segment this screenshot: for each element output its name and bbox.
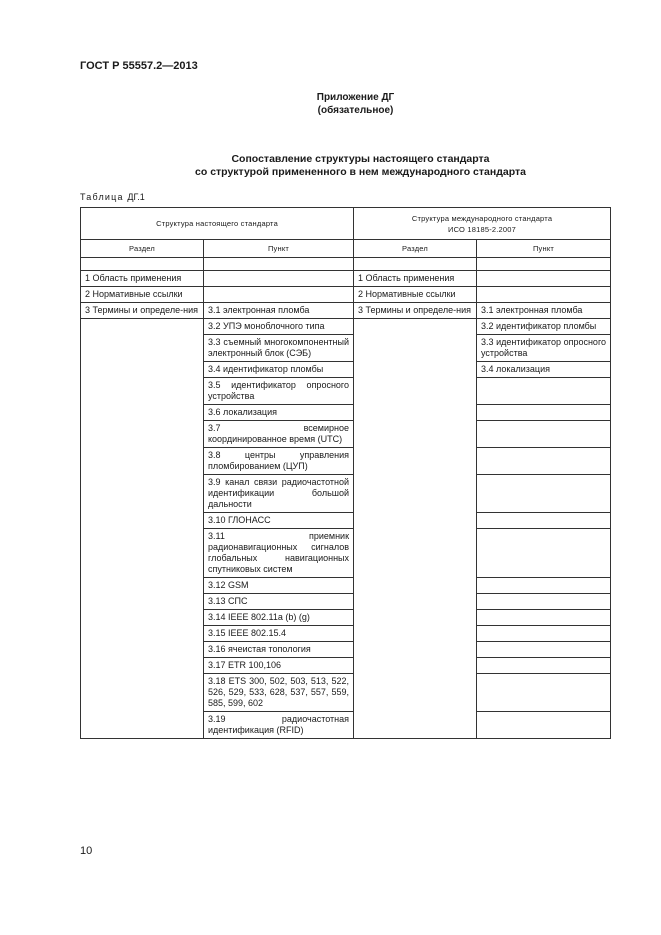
table-caption-number: ДГ.1: [127, 192, 145, 202]
right-item-cell: [477, 594, 611, 610]
right-item-cell: [477, 529, 611, 578]
table-row: [81, 271, 611, 287]
right-item-cell: [477, 658, 611, 674]
left-item-cell: 3.3 съемный многокомпонентный электронный блок (СЭБ): [204, 335, 354, 362]
right-item-cell: [477, 378, 611, 405]
left-item-cell: 3.13 СПС: [204, 594, 354, 610]
left-item-cell: 3.16 ячеистая топология: [204, 642, 354, 658]
right-item-cell: [477, 287, 611, 303]
table-caption: [80, 192, 145, 202]
col-header-item-right: Пункт: [477, 240, 611, 258]
right-item-cell: [477, 712, 611, 739]
appendix-status: (обязательное): [317, 105, 394, 116]
left-item-cell: 3.17 ETR 100,106: [204, 658, 354, 674]
right-item-cell: [477, 421, 611, 448]
right-item-cell: 3.2 идентификатор пломбы: [477, 319, 611, 335]
right-item-cell: 3.4 локализация: [477, 362, 611, 378]
spacer-cell: [354, 258, 477, 271]
left-section-cell: 3 Термины и определе-ния: [81, 303, 204, 319]
left-item-cell: 3.12 GSM: [204, 578, 354, 594]
right-item-cell: [477, 405, 611, 421]
table-spacer-row: [81, 258, 611, 271]
header-international-line-1: Структура международного стандарта: [411, 213, 553, 223]
table-row: [81, 319, 611, 335]
spacer-cell: [204, 258, 354, 271]
right-section-cell: 3 Термины и определе-ния: [354, 303, 477, 319]
left-item-cell: 3.8 центры управления пломбированием (ЦУП): [204, 448, 354, 475]
right-section-merged-cell: [354, 319, 477, 739]
right-item-cell: [477, 475, 611, 513]
section-heading: [30, 153, 661, 179]
page-number: 10: [80, 845, 93, 857]
right-item-cell: [477, 642, 611, 658]
right-item-cell: 3.1 электронная пломба: [477, 303, 611, 319]
left-item-cell: 3.19 радиочастотная идентификация (RFID): [204, 712, 354, 739]
document-code: ГОСТ Р 55557.2—2013: [80, 60, 198, 72]
left-item-cell: 3.7 всемирное координированное время (UTC): [204, 421, 354, 448]
left-item-cell: 3.4 идентификатор пломбы: [204, 362, 354, 378]
table-caption-word: Таблица: [80, 192, 124, 202]
right-item-cell: [477, 448, 611, 475]
left-item-cell: 3.10 ГЛОНАСС: [204, 513, 354, 529]
appendix-header: [0, 91, 661, 117]
header-international-structure: [354, 208, 611, 240]
left-section-cell: 1 Область применения: [81, 271, 204, 287]
spacer-cell: [477, 258, 611, 271]
header-national-structure: Структура настоящего стандарта: [81, 208, 354, 240]
structure-comparison-table: [80, 207, 611, 739]
table-row: [81, 287, 611, 303]
col-header-section-right: Раздел: [354, 240, 477, 258]
left-section-cell: 2 Нормативные ссылки: [81, 287, 204, 303]
left-item-cell: 3.11 приемник радионавигационных сигналов глобальных навигационных спутниковых систем: [204, 529, 354, 578]
left-item-cell: 3.9 канал связи радиочастотной идентификации большой дальности: [204, 475, 354, 513]
table-group-header-row: [81, 208, 611, 240]
left-item-cell: 3.5 идентификатор опросного устройства: [204, 378, 354, 405]
header-international-line-2: ИСО 18185-2.2007: [447, 224, 517, 234]
left-item-cell: 3.14 IEEE 802.11a (b) (g): [204, 610, 354, 626]
right-item-cell: [477, 674, 611, 712]
right-section-cell: 1 Область применения: [354, 271, 477, 287]
right-item-cell: 3.3 идентификатор опросного устройства: [477, 335, 611, 362]
right-item-cell: [477, 610, 611, 626]
heading-line-1: Сопоставление структуры настоящего стандарта: [231, 153, 490, 165]
col-header-item-left: Пункт: [204, 240, 354, 258]
heading-line-2: со структурой примененного в нем международного стандарта: [195, 166, 526, 178]
spacer-cell: [81, 258, 204, 271]
left-item-cell: 3.6 локализация: [204, 405, 354, 421]
right-section-cell: 2 Нормативные ссылки: [354, 287, 477, 303]
left-section-merged-cell: [81, 319, 204, 739]
left-item-cell: 3.18 ETS 300, 502, 503, 513, 522, 526, 529, 533, 628, 537, 557, 559, 585, 599, 602: [204, 674, 354, 712]
left-item-cell: [204, 271, 354, 287]
table-column-header-row: [81, 240, 611, 258]
left-item-cell: [204, 287, 354, 303]
left-item-cell: 3.2 УПЭ моноблочного типа: [204, 319, 354, 335]
appendix-title: Приложение ДГ: [316, 92, 395, 103]
right-item-cell: [477, 578, 611, 594]
right-item-cell: [477, 626, 611, 642]
left-item-cell: 3.1 электронная пломба: [204, 303, 354, 319]
right-item-cell: [477, 513, 611, 529]
left-item-cell: 3.15 IEEE 802.15.4: [204, 626, 354, 642]
col-header-section-left: Раздел: [81, 240, 204, 258]
table-row: [81, 303, 611, 319]
right-item-cell: [477, 271, 611, 287]
